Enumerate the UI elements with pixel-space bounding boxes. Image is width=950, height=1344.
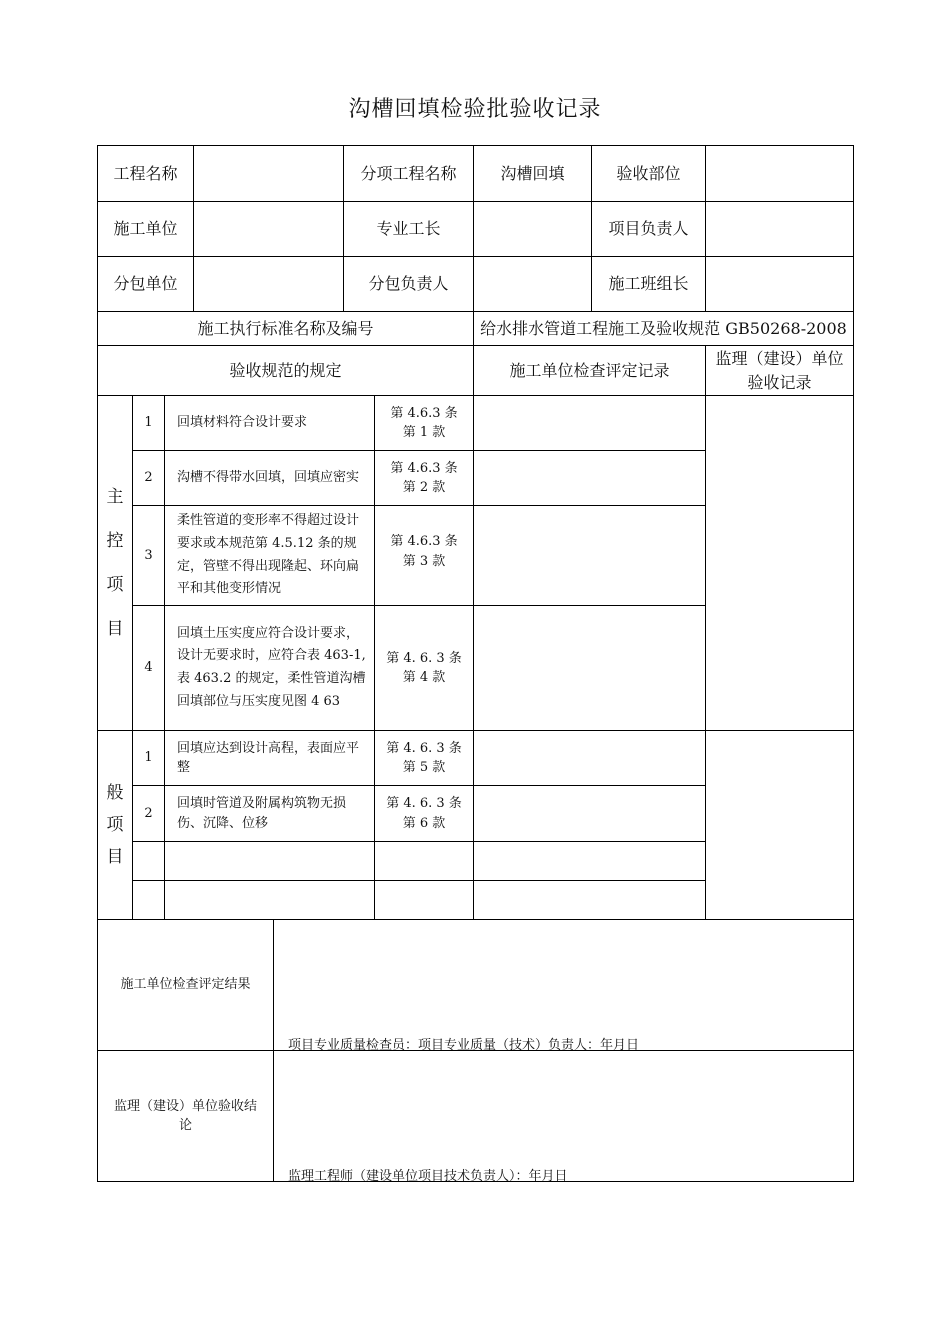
main-item-text: 沟槽不得带水回填，回填应密实 [164,450,375,506]
general-item-check[interactable] [473,785,706,842]
main-item-clause: 第 4. 6. 3 条 第 4 款 [374,605,474,731]
general-char: 项 [106,814,124,835]
main-item-no: 1 [132,395,165,451]
general-item-no: 2 [132,785,165,842]
supervision-record-label: 监理（建设）单位验收记录 [705,345,854,396]
general-empty-text[interactable] [164,841,375,881]
supervision-result-label: 监理（建设）单位验收结论 [97,1050,274,1182]
construction-result-label: 施工单位检查评定结果 [97,919,274,1051]
standard-label: 施工执行标准名称及编号 [97,311,474,346]
construction-unit-value[interactable] [193,201,344,257]
sub-project-label: 分项工程名称 [343,145,474,202]
general-supervision[interactable] [705,730,854,920]
main-item-check[interactable] [473,505,706,606]
construction-signature-line: 项目专业质量检查员：项目专业质量（技术）负责人：年月日 [288,1038,640,1053]
general-empty-check[interactable] [473,880,706,920]
subcontract-leader-label: 分包负责人 [343,256,474,312]
main-item-text: 回填土压实度应符合设计要求，设计无要求时，应符合表 463-1,表 463.2 的规定，柔性管道沟槽回填部位与压实度见图 4 63 [164,605,375,731]
general-empty-text[interactable] [164,880,375,920]
team-leader-label: 施工班组长 [591,256,706,312]
project-name-value[interactable] [193,145,344,202]
general-empty-check[interactable] [473,841,706,881]
foreman-label: 专业工长 [343,201,474,257]
general-item-no: 1 [132,730,165,786]
foreman-value[interactable] [473,201,592,257]
construction-unit-label: 施工单位 [97,201,194,257]
main-control-char: 目 [106,619,124,640]
supervision-result-area[interactable] [273,1050,854,1182]
main-item-clause: 第 4.6.3 条 第 2 款 [374,450,474,506]
acceptance-part-value[interactable] [705,145,854,202]
general-item-clause: 第 4. 6. 3 条 第 6 款 [374,785,474,842]
construction-result-area[interactable] [273,919,854,1051]
main-item-check[interactable] [473,450,706,506]
general-empty-clause[interactable] [374,880,474,920]
subcontract-unit-label: 分包单位 [97,256,194,312]
general-char: 目 [106,847,124,868]
sub-project-value[interactable]: 沟槽回填 [473,145,592,202]
general-char: 般 [106,782,124,803]
acceptance-part-label: 验收部位 [591,145,706,202]
general-label [97,730,133,920]
spec-label: 验收规范的规定 [97,345,474,396]
team-leader-value[interactable] [705,256,854,312]
main-control-label [97,395,133,731]
check-record-label: 施工单位检查评定记录 [473,345,706,396]
main-item-check[interactable] [473,605,706,731]
main-item-clause: 第 4.6.3 条 第 3 款 [374,505,474,606]
general-empty-no [132,880,165,920]
main-item-no: 3 [132,505,165,606]
main-item-no: 4 [132,605,165,731]
subcontract-unit-value[interactable] [193,256,344,312]
general-item-check[interactable] [473,730,706,786]
main-control-char: 主 [106,486,124,507]
main-item-clause: 第 4.6.3 条 第 1 款 [374,395,474,451]
general-item-text: 回填时管道及附属构筑物无损伤、沉降、位移 [164,785,375,842]
general-empty-no [132,841,165,881]
main-control-char: 控 [106,530,124,551]
main-item-text: 回填材料符合设计要求 [164,395,375,451]
page-title: 沟槽回填检验批验收记录 [348,97,602,122]
subcontract-leader-value[interactable] [473,256,592,312]
project-leader-label: 项目负责人 [591,201,706,257]
project-leader-value[interactable] [705,201,854,257]
main-item-check[interactable] [473,395,706,451]
general-empty-clause[interactable] [374,841,474,881]
project-name-label: 工程名称 [97,145,194,202]
standard-value: 给水排水管道工程施工及验收规范 GB50268-2008 [473,311,854,346]
main-control-supervision[interactable] [705,395,854,731]
general-item-clause: 第 4. 6. 3 条 第 5 款 [374,730,474,786]
main-control-char: 项 [106,575,124,595]
supervision-signature-line: 监理工程师（建设单位项目技术负责人）：年月日 [288,1169,568,1184]
main-item-text: 柔性管道的变形率不得超过设计要求或本规范第 4.5.12 条的规定，管壁不得出现隆起、环向扁平和其他变形情况 [164,505,375,606]
main-item-no: 2 [132,450,165,506]
general-item-text: 回填应达到设计高程，表面应平整 [164,730,375,786]
